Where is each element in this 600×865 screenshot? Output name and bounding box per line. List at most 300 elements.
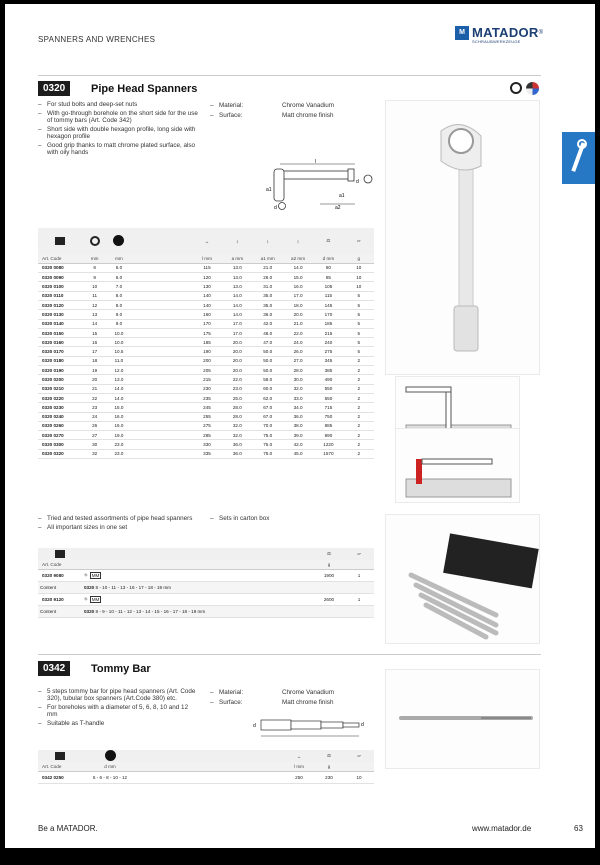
- cell-value: 885: [313, 421, 343, 430]
- cell-value: 26.0: [253, 273, 283, 282]
- cell-value: 750: [313, 412, 343, 421]
- table-row: [38, 393, 374, 402]
- cell-value: 5: [344, 319, 374, 328]
- cell-value: 200: [192, 356, 222, 365]
- cell-value: 11.0: [107, 356, 131, 365]
- cell-value: 20.0: [222, 338, 252, 347]
- cell-value: 10: [83, 282, 107, 291]
- prop-value: Matt chrome finish: [282, 112, 334, 119]
- package-icon: ▱: [344, 750, 374, 762]
- cell-value: 27: [83, 431, 107, 440]
- article-code: 0320 0160: [38, 338, 83, 347]
- divider: [38, 654, 541, 655]
- content-label: Content: [38, 581, 82, 593]
- pipe-spanner-photo: [385, 100, 540, 375]
- scale-icon: ⚖: [313, 228, 343, 254]
- cell-value: 15.0: [107, 403, 131, 412]
- cell-value: 240: [313, 338, 343, 347]
- article-code: 0320 0300: [38, 440, 83, 449]
- length-icon: ↔: [192, 228, 222, 254]
- article-code: 0320 0100: [38, 282, 83, 291]
- cell-value: 5: [344, 338, 374, 347]
- cell-value: 1570: [313, 449, 343, 458]
- article-code: 0320 0200: [38, 375, 83, 384]
- cell-value: 26: [83, 421, 107, 430]
- feature-item: – Tried and tested assortments of pipe head spanners: [38, 515, 198, 522]
- spacer-cell: [131, 300, 192, 309]
- cell-value: 20.0: [222, 356, 252, 365]
- cell-value: 5: [344, 300, 374, 309]
- cell-value: 35.0: [253, 291, 283, 300]
- cell-value: 14.0: [107, 393, 131, 402]
- spacer-cell: [131, 412, 192, 421]
- cell-value: 15.0: [283, 273, 313, 282]
- svg-text:a1: a1: [339, 193, 345, 199]
- table-row: [38, 384, 374, 393]
- cell-value: 23.0: [107, 449, 131, 458]
- cell-value: 75.0: [253, 440, 283, 449]
- footer-url[interactable]: www.matador.de: [472, 824, 532, 833]
- cell-value: 10: [344, 273, 374, 282]
- cell-value: 140: [192, 300, 222, 309]
- table-row: [38, 263, 374, 272]
- cell-value: 36.0: [222, 449, 252, 458]
- dim-label-d: d: [274, 205, 277, 211]
- tommy-bar-photo: [385, 669, 540, 769]
- cell-value: 185: [313, 319, 343, 328]
- cell-value: 2: [344, 431, 374, 440]
- cell-value: 130: [192, 282, 222, 291]
- table-row: [38, 412, 374, 421]
- spacer-cell: [131, 393, 192, 402]
- svg-text:d: d: [253, 723, 256, 729]
- tommy-table: [38, 750, 374, 784]
- cell-value: 345: [313, 356, 343, 365]
- col-header: Art. Code: [38, 254, 83, 263]
- cell-value: 21: [83, 384, 107, 393]
- tommy-feature-list: [38, 688, 198, 729]
- prop-value: Chrome Vanadium: [282, 689, 335, 696]
- article-code: 0320 0140: [38, 319, 83, 328]
- cell-value: 105: [313, 282, 343, 291]
- cell-value: 5: [344, 291, 374, 300]
- cell-value: 12.0: [107, 366, 131, 375]
- mm-badge: MM: [91, 596, 100, 602]
- logo-mark-icon: M: [455, 26, 469, 40]
- cell-value: 255: [192, 412, 222, 421]
- footer-slogan: Be a MATADOR.: [38, 824, 98, 833]
- spacer-cell: [131, 263, 192, 272]
- borehole-icon: [105, 750, 116, 761]
- cell-value: 190: [192, 347, 222, 356]
- tommy-bar-drawing: [253, 714, 368, 740]
- col-header: mm: [83, 254, 107, 263]
- table-row: [38, 431, 374, 440]
- spacer-cell: [131, 310, 192, 319]
- catalog-page: [5, 4, 595, 848]
- scale-icon: ⚖: [314, 548, 344, 560]
- table-row: [38, 291, 374, 300]
- table-row: [38, 421, 374, 430]
- spacer-cell: [131, 366, 192, 375]
- spacer-cell: [131, 291, 192, 300]
- cell-value: 175: [192, 328, 222, 337]
- table-row: [38, 356, 374, 365]
- sets-feature-list-2: [210, 515, 269, 524]
- set-weight: 1900: [314, 569, 344, 581]
- cell-value: 17.0: [222, 319, 252, 328]
- article-code: 0320 0260: [38, 421, 83, 430]
- cell-value: 50.0: [253, 366, 283, 375]
- article-code: 0320 0150: [38, 328, 83, 337]
- material-props: [210, 101, 334, 121]
- table-row: [38, 375, 374, 384]
- cell-value: 285: [192, 431, 222, 440]
- spacer-cell: [131, 356, 192, 365]
- cell-value: 17.0: [222, 328, 252, 337]
- article-code: 0320 0120: [38, 300, 83, 309]
- feature-item: – Sets in carton box: [210, 515, 269, 522]
- table-row: [38, 338, 374, 347]
- cell-value: 19: [83, 366, 107, 375]
- cell-value: 5: [344, 347, 374, 356]
- col-header: l mm: [284, 762, 314, 771]
- logo-subtitle: SCHRAUBWERKZEUGE: [472, 39, 521, 44]
- cell-value: 32.0: [222, 431, 252, 440]
- cell-value: 13.0: [222, 263, 252, 272]
- spacer-cell: [131, 338, 192, 347]
- cell-value: 10: [344, 282, 374, 291]
- article-code: 0320 0220: [38, 393, 83, 402]
- set-box-icon: ⛗: [84, 596, 88, 602]
- spacer-cell: [131, 328, 192, 337]
- feature-item: – 5 steps tommy bar for pipe head spanners (Art. Code 320), tubular box spanners (Art.Code 380) etc.: [38, 688, 198, 702]
- dim-label-a1: a1: [266, 187, 272, 193]
- cell-value: 22.0: [222, 375, 252, 384]
- cell-value: 67.0: [253, 403, 283, 412]
- divider: [38, 75, 541, 76]
- cell-value: 80: [313, 263, 343, 272]
- article-code: 0320 0130: [38, 310, 83, 319]
- cell-value: 24.0: [283, 338, 313, 347]
- cell-value: 6.0: [107, 263, 131, 272]
- cell-value: 275: [192, 421, 222, 430]
- col-header: d mm: [313, 254, 343, 263]
- table-row: [38, 300, 374, 309]
- article-code: 0320 0210: [38, 384, 83, 393]
- cell-value: 9.0: [107, 310, 131, 319]
- article-code: 0320 0090: [38, 273, 83, 282]
- cell-value: 17.0: [283, 291, 313, 300]
- cell-value: 85: [313, 273, 343, 282]
- cell-value: 550: [313, 384, 343, 393]
- cell-value: 50.0: [253, 347, 283, 356]
- cell-value: 42.0: [253, 319, 283, 328]
- quality-seal-icon: [526, 82, 539, 95]
- feature-item: – All important sizes in one set: [38, 524, 198, 531]
- cell-value: 16: [83, 338, 107, 347]
- table-row: [38, 449, 374, 458]
- col-header: a2 mm: [283, 254, 313, 263]
- article-code: 0320 0230: [38, 403, 83, 412]
- table-row: [38, 328, 374, 337]
- cell-value: 230: [192, 384, 222, 393]
- cell-value: 6.0: [107, 273, 131, 282]
- article-icon: [55, 550, 65, 558]
- spacer-cell: [131, 375, 192, 384]
- height-icon: ↕: [253, 228, 283, 254]
- cell-value: 8.0: [107, 300, 131, 309]
- cell-value: 335: [192, 449, 222, 458]
- table-row: [38, 440, 374, 449]
- article-code: 0320 0110: [38, 291, 83, 300]
- prop-key: – Surface:: [210, 111, 282, 121]
- article-icon: [55, 237, 65, 245]
- cell-value: 8.0: [107, 291, 131, 300]
- cell-value: 20.0: [222, 347, 252, 356]
- cell-value: 31.0: [253, 282, 283, 291]
- cell-value: 67.0: [253, 412, 283, 421]
- cell-value: 27.0: [283, 356, 313, 365]
- cell-value: 9.0: [107, 319, 131, 328]
- cell-value: 1220: [313, 440, 343, 449]
- col-header: Art. Code: [38, 560, 82, 569]
- cell-value: 60.0: [253, 384, 283, 393]
- table-row: [38, 403, 374, 412]
- spanner-category-tab[interactable]: [562, 132, 595, 184]
- cell-value: 30: [83, 440, 107, 449]
- content-ref: 0320: [84, 608, 95, 614]
- cell-value: 115: [313, 291, 343, 300]
- cell-value: 32.0: [283, 384, 313, 393]
- spacer-cell: [131, 319, 192, 328]
- cell-value: 28.0: [222, 403, 252, 412]
- tommy-weight: 230: [314, 771, 344, 783]
- cell-value: 2: [344, 366, 374, 375]
- cell-value: 2: [344, 449, 374, 458]
- cell-value: 28.0: [222, 412, 252, 421]
- svg-text:d: d: [361, 722, 364, 728]
- spanner-spec-table: [38, 228, 374, 459]
- col-header: g: [314, 560, 344, 569]
- cell-value: 23: [83, 403, 107, 412]
- length-icon: ↔: [284, 750, 314, 762]
- scale-icon: ⚖: [314, 750, 344, 762]
- spacer-cell: [131, 431, 192, 440]
- hexagon-profile-icon: [510, 82, 522, 94]
- col-header: g: [314, 762, 344, 771]
- cell-value: 2: [344, 440, 374, 449]
- prop-key: – Material:: [210, 688, 282, 698]
- set-code: 0320 9120: [38, 593, 82, 605]
- dim-label-a2: a2: [335, 205, 341, 211]
- cell-value: 11: [83, 291, 107, 300]
- cell-value: 2: [344, 403, 374, 412]
- cell-value: 2: [344, 356, 374, 365]
- cell-value: 160: [192, 310, 222, 319]
- cell-value: 13.0: [107, 375, 131, 384]
- cell-value: 36.0: [253, 310, 283, 319]
- svg-text:d: d: [356, 179, 359, 185]
- cell-value: 14.0: [222, 291, 252, 300]
- cell-value: 18.0: [283, 300, 313, 309]
- cell-value: 10.0: [107, 328, 131, 337]
- article-code: 0320 0190: [38, 366, 83, 375]
- cell-value: 32.0: [222, 421, 252, 430]
- prop-value: Chrome Vanadium: [282, 102, 335, 109]
- cell-value: 38.0: [283, 421, 313, 430]
- tommy-diameters: 5 - 6 - 8 - 10 - 12: [82, 771, 138, 783]
- cell-value: 39.0: [283, 431, 313, 440]
- spacer-cell: [131, 384, 192, 393]
- cell-value: 13.0: [222, 273, 252, 282]
- cell-value: 21.0: [283, 319, 313, 328]
- set-box-icon: ⛗: [84, 572, 88, 578]
- col-header: mm: [107, 254, 131, 263]
- cell-value: 20.0: [283, 310, 313, 319]
- height-icon: ↕: [222, 228, 252, 254]
- article-code: 0320 0170: [38, 347, 83, 356]
- cell-value: 120: [192, 273, 222, 282]
- cell-value: 215: [313, 328, 343, 337]
- cell-value: 28.0: [283, 366, 313, 375]
- feature-item: – With go-through borehole on the short side for the use of tommy bars (Art. Code 342): [38, 110, 198, 124]
- feature-item: – For boreholes with a diameter of 5, 6, 8, 10 and 12 mm: [38, 704, 198, 718]
- set-code: 0320 9080: [38, 569, 82, 581]
- prop-key: – Surface:: [210, 698, 282, 708]
- cell-value: 7.0: [107, 282, 131, 291]
- cell-value: 16.0: [283, 282, 313, 291]
- cell-value: 550: [313, 393, 343, 402]
- usage-drawing-2: [395, 428, 520, 503]
- section-title: Pipe Head Spanners: [91, 83, 198, 95]
- article-code: 0320 0180: [38, 356, 83, 365]
- cell-value: 10.0: [107, 338, 131, 347]
- cell-value: 16.0: [107, 412, 131, 421]
- cell-value: 35.0: [253, 300, 283, 309]
- cell-value: 215: [192, 375, 222, 384]
- feature-item: – Good grip thanks to matt chrome plated surface, also with oily hands: [38, 142, 198, 156]
- cell-value: 14.0: [283, 263, 313, 272]
- table-row: [38, 310, 374, 319]
- cell-value: 5: [344, 328, 374, 337]
- cell-value: 23.0: [222, 384, 252, 393]
- table-row: [38, 366, 374, 375]
- cell-value: 275: [313, 347, 343, 356]
- page-number: 63: [574, 824, 583, 833]
- cell-value: 13: [83, 310, 107, 319]
- cell-value: 36.0: [283, 412, 313, 421]
- cell-value: 32: [83, 449, 107, 458]
- cell-value: 170: [192, 319, 222, 328]
- cell-value: 2: [344, 421, 374, 430]
- height-icon: ↕: [283, 228, 313, 254]
- cell-value: 8: [83, 263, 107, 272]
- registered-mark: ®: [538, 29, 544, 36]
- article-code: 0320 0080: [38, 263, 83, 272]
- spacer-cell: [131, 273, 192, 282]
- sets-table: [38, 548, 374, 618]
- cell-value: 50.0: [253, 356, 283, 365]
- cell-value: 140: [192, 291, 222, 300]
- table-row: [38, 319, 374, 328]
- cell-value: 715: [313, 403, 343, 412]
- col-header: l mm: [192, 254, 222, 263]
- set-weight: 2600: [314, 593, 344, 605]
- cell-value: 14: [83, 319, 107, 328]
- spanner-set-photo: [385, 514, 540, 644]
- package-icon: ▱: [344, 228, 374, 254]
- cell-value: 45.0: [283, 449, 313, 458]
- spanner-dimension-drawing: [260, 159, 375, 214]
- cell-value: 58.0: [253, 375, 283, 384]
- spacer-cell: [131, 449, 192, 458]
- cell-value: 26.0: [283, 347, 313, 356]
- cell-value: 14.0: [222, 310, 252, 319]
- cell-value: 14.0: [107, 384, 131, 393]
- package-icon: ▱: [344, 548, 374, 560]
- tommy-length: 250: [284, 771, 314, 783]
- col-header: Art. Code: [38, 762, 82, 771]
- cell-value: 10: [344, 263, 374, 272]
- content-ref: 0320: [84, 584, 95, 590]
- spacer-cell: [131, 421, 192, 430]
- cell-value: 20: [83, 375, 107, 384]
- spacer-cell: [131, 440, 192, 449]
- cell-value: 70.0: [253, 421, 283, 430]
- cell-value: 75.0: [253, 449, 283, 458]
- section-code: 0342: [38, 661, 70, 676]
- mm-badge: MM: [91, 572, 100, 578]
- cell-value: 205: [192, 366, 222, 375]
- col-header: a1 mm: [253, 254, 283, 263]
- cell-value: 14.0: [222, 300, 252, 309]
- col-header: g: [344, 254, 374, 263]
- set-qty: 1: [344, 593, 374, 605]
- spacer-cell: [131, 347, 192, 356]
- cell-value: 145: [313, 300, 343, 309]
- matador-logo: [455, 25, 544, 44]
- cell-value: 22: [83, 393, 107, 402]
- content-sizes: 8 - 10 - 11 - 13 - 16 - 17 - 18 - 19 mm: [95, 584, 172, 590]
- cell-value: 75.0: [253, 431, 283, 440]
- cell-value: 235: [192, 393, 222, 402]
- cell-value: 48.0: [253, 328, 283, 337]
- hex-socket-icon: [90, 236, 100, 246]
- cell-value: 245: [192, 403, 222, 412]
- article-code: 0320 0320: [38, 449, 83, 458]
- cell-value: 18: [83, 356, 107, 365]
- cell-value: 890: [313, 431, 343, 440]
- sets-feature-list: [38, 515, 198, 533]
- tommy-qty: 10: [344, 771, 374, 783]
- content-label: Content: [38, 605, 82, 617]
- feature-list: [38, 101, 198, 158]
- col-header: a mm: [222, 254, 252, 263]
- spacer-cell: [131, 282, 192, 291]
- cell-value: 25.0: [222, 393, 252, 402]
- cell-value: 2: [344, 384, 374, 393]
- cell-value: 34.0: [283, 403, 313, 412]
- dim-label-l: l: [315, 159, 317, 165]
- cell-value: 21.0: [253, 263, 283, 272]
- article-code: 0320 0270: [38, 431, 83, 440]
- table-row: [38, 273, 374, 282]
- logo-name: MATADOR: [472, 25, 539, 40]
- spacer-cell: [131, 403, 192, 412]
- cell-value: 22.0: [283, 328, 313, 337]
- cell-value: 2: [344, 375, 374, 384]
